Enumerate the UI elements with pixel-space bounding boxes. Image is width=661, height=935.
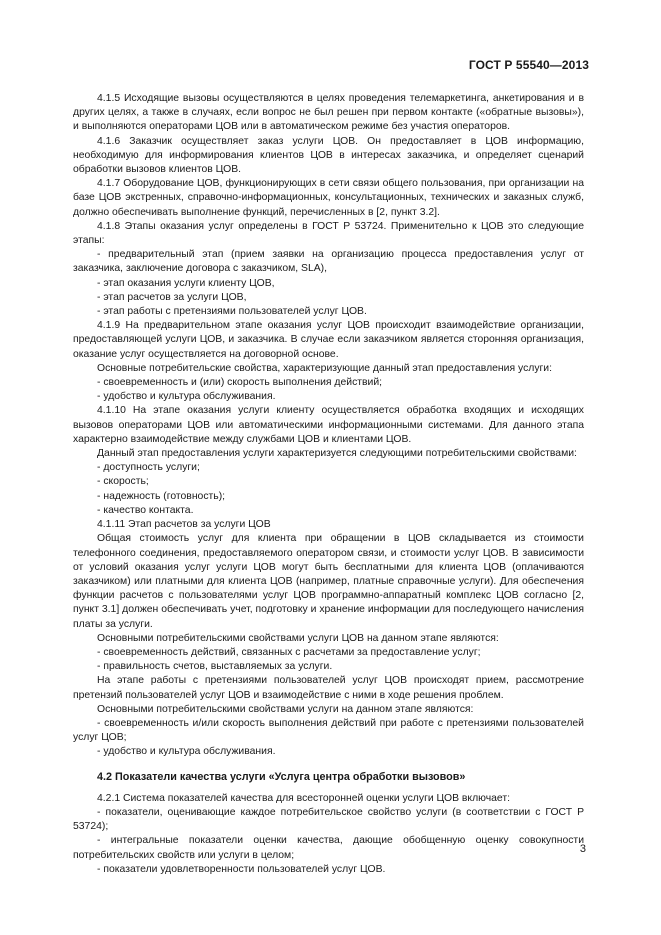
list-item-property-indicators: - показатели, оценивающие каждое потребительское свойство услуги (в соответствии с ГОСТ Р 53724); [73,806,584,833]
list-item-claims-convenience: - удобство и культура обслуживания. [97,746,276,758]
paragraph-4-1-10: 4.1.10 На этапе оказания услуги клиенту осуществляется обработка входящих и исходящих вызовов операторами ЦОВ или автоматическими информационными системами. Для данного этапа характерно взаимодействие между службами ЦОВ и клиентами ЦОВ. [73,405,584,445]
paragraph-claims-stage: На этапе работы с претензиями пользователей услуг ЦОВ происходят прием, рассмотрение претензий пользователей услуг ЦОВ и взаимодействие с ними в ходе решения проблем. [73,675,584,701]
paragraph-4-1-8: 4.1.8 Этапы оказания услуг определены в ГОСТ Р 53724. Применительно к ЦОВ это следующие этапы: [73,220,584,247]
list-item-speed: - скорость; [97,476,149,488]
list-item-claims-stage: - этап работы с претензиями пользователей услуг ЦОВ. [97,306,367,318]
paragraph-properties-intro: Основные потребительские свойства, характеризующие данный этап предоставления услуги: [97,362,552,374]
document-header: ГОСТ Р 55540—2013 [468,58,589,72]
paragraph-4-1-11: 4.1.11 Этап расчетов за услуги ЦОВ [97,519,271,531]
list-item-satisfaction-indicators: - показатели удовлетворенности пользователей услуг ЦОВ. [97,863,386,875]
list-item-billing-timeliness: - своевременность действий, связанных с расчетами за предоставление услуг; [97,646,481,658]
paragraph-total-cost: Общая стоимость услуг для клиента при обращении в ЦОВ складывается из стоимости телефонного соединения, предоставляемого оператором связи, и стоимости услуг ЦОВ. В зависимости от условий оказания услуг услуги ЦОВ могут быть бесплатными для клиента ЦОВ (оплачиваются заказчиком) или платными для клиента ЦОВ (например, платные справочные услуги). Для обеспечения функции расчетов с пользователями услуг ЦОВ программно-аппаратный комплекс ЦОВ согласно [2, пункт 3.1] должен обеспечивать учет, подготовку и хранение информации для последующего начисления платы за услуги. [73,533,584,630]
list-item-convenience: - удобство и культура обслуживания. [97,391,276,403]
list-item-claims-timeliness: - своевременность и/или скорость выполнения действий при работе с претензиями пользователей услуг ЦОВ; [73,717,584,744]
paragraph-billing-properties-intro: Основными потребительскими свойствами услуги ЦОВ на данном этапе являются: [97,632,499,644]
list-item-reliability: - надежность (готовность); [97,490,226,502]
list-item-billing-stage: - этап расчетов за услуги ЦОВ, [97,291,247,303]
list-item-preliminary-stage: - предварительный этап (прием заявки на организацию процесса предоставления услуг от заказчика, заключение договора с заказчиком, SLA), [73,249,584,275]
list-item-timeliness: - своевременность и (или) скорость выполнения действий; [97,377,383,389]
list-item-integral-indicators: - интегральные показатели оценки качества, дающие обобщенную оценку совокупности потребительских свойств или услуги в целом; [73,835,584,861]
paragraph-4-1-6: 4.1.6 Заказчик осуществляет заказ услуги ЦОВ. Он предоставляет в ЦОВ информацию, необходимую для информирования клиентов ЦОВ в интересах заказчика, и определяет сценарий обработки вызовов клиентов ЦОВ. [73,135,584,176]
list-item-service-stage: - этап оказания услуги клиенту ЦОВ, [97,277,275,289]
page-number: 3 [579,843,586,855]
list-item-billing-correctness: - правильность счетов, выставляемых за услуги. [97,661,333,673]
paragraph-stage-properties-intro: Данный этап предоставления услуги характеризуется следующими потребительскими свойствами: [97,448,577,460]
paragraph-4-2-1: 4.2.1 Система показателей качества для всесторонней оценки услуги ЦОВ включает: [97,792,510,804]
list-item-availability: - доступность услуги; [97,462,200,474]
paragraph-claims-properties-intro: Основными потребительскими свойствами услуги на данном этапе являются: [97,703,474,715]
section-heading-4-2: 4.2 Показатели качества услуги «Услуга центра обработки вызовов» [97,770,466,783]
document-body [73,92,584,877]
paragraph-4-1-9: 4.1.9 На предварительном этапе оказания услуг ЦОВ происходит взаимодействие организации, предоставляющей услуги ЦОВ, и заказчика. В случае если заказчиком является сторонняя организация, оказание услуг осуществляется на договорной основе. [73,320,584,360]
list-item-contact-quality: - качество контакта. [97,504,194,516]
paragraph-4-1-7: 4.1.7 Оборудование ЦОВ, функционирующих в сети связи общего пользования, при организации на базе ЦОВ экстренных, справочно-информационных, консультационных, технических и заказных служб, должно обеспечивать выполнение функций, перечисленных в [2, пункт 3.2]. [73,178,584,218]
paragraph-4-1-5: 4.1.5 Исходящие вызовы осуществляются в целях проведения телемаркетинга, анкетирования и в других целях, а также в случаях, если вопрос не был решен при первом контакте («обратные вызовы»), и выполняются операторами ЦОВ или в автоматическом режиме без участия операторов. [73,93,584,133]
